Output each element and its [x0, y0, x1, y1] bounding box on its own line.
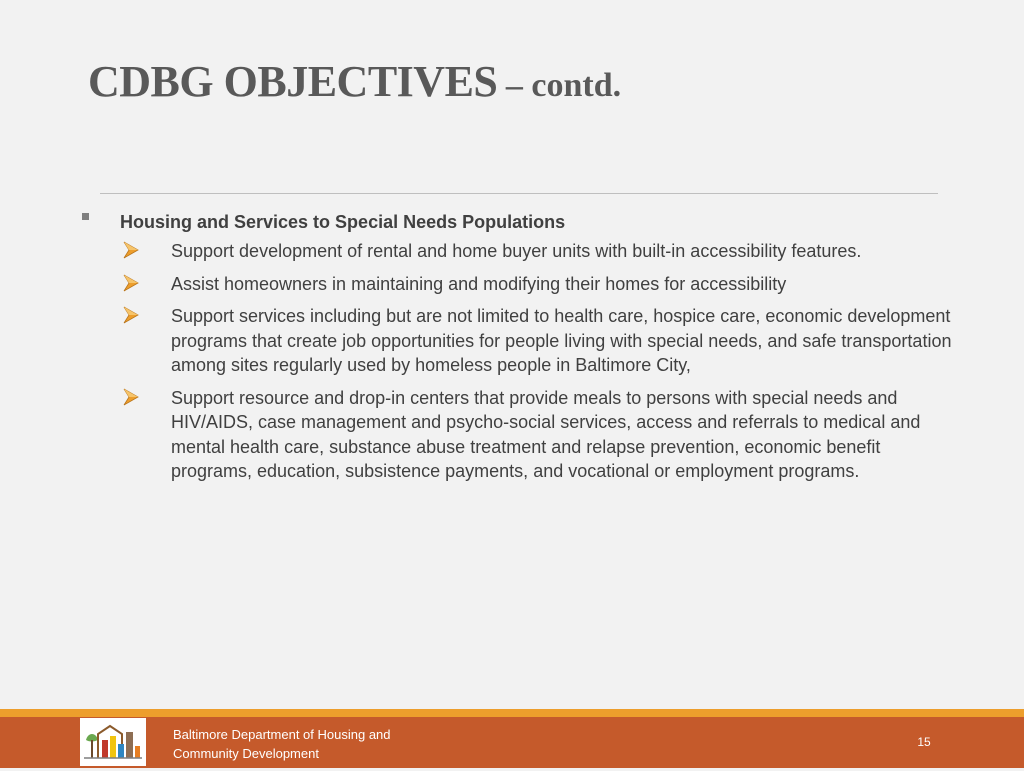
house-logo-icon — [80, 718, 146, 766]
title-divider — [100, 193, 938, 194]
list-item-text: Support services including but are not limited to health care, hospice care, economic development programs that create job opportunities for people living with special needs, and safe transportation among sites regularly used by homeless people in Baltimore City, — [171, 306, 952, 375]
objective-list — [120, 239, 960, 492]
list-item — [120, 272, 960, 297]
arrow-bullet-icon — [122, 388, 140, 406]
list-item-text: Support resource and drop-in centers that provide meals to persons with special needs and HIV/AIDS, case management and psycho-social services, access and referrals to medical and mental health care, substance abuse treatment and relapse prevention, economic benefit programs, education, subsistence payments, and vocational or employment programs. — [171, 387, 921, 481]
footer-accent-stripe — [0, 709, 1024, 717]
arrow-bullet-icon — [122, 306, 140, 324]
list-item-text: Support development of rental and home buyer units with built-in accessibility features. — [171, 241, 862, 261]
footer-organization — [173, 725, 433, 763]
section-heading: Housing and Services to Special Needs Populations — [120, 212, 566, 232]
arrow-bullet-icon — [122, 274, 140, 292]
arrow-bullet-icon — [122, 241, 140, 259]
list-item — [120, 239, 960, 264]
slide-title — [88, 57, 622, 106]
title-sub: – contd. — [497, 67, 622, 104]
list-item — [120, 304, 960, 378]
page-number: 15 — [917, 735, 931, 749]
list-item-text: Assist homeowners in maintaining and modifying their homes for accessibility — [171, 273, 787, 294]
list-item — [120, 386, 960, 484]
footer-org-line1: Baltimore Department of Housing and — [173, 727, 391, 742]
title-main: CDBG OBJECTIVES — [88, 57, 498, 106]
footer-band — [0, 717, 1024, 768]
footer-org-line2: Community Development — [173, 746, 319, 761]
square-bullet-icon — [82, 213, 89, 220]
